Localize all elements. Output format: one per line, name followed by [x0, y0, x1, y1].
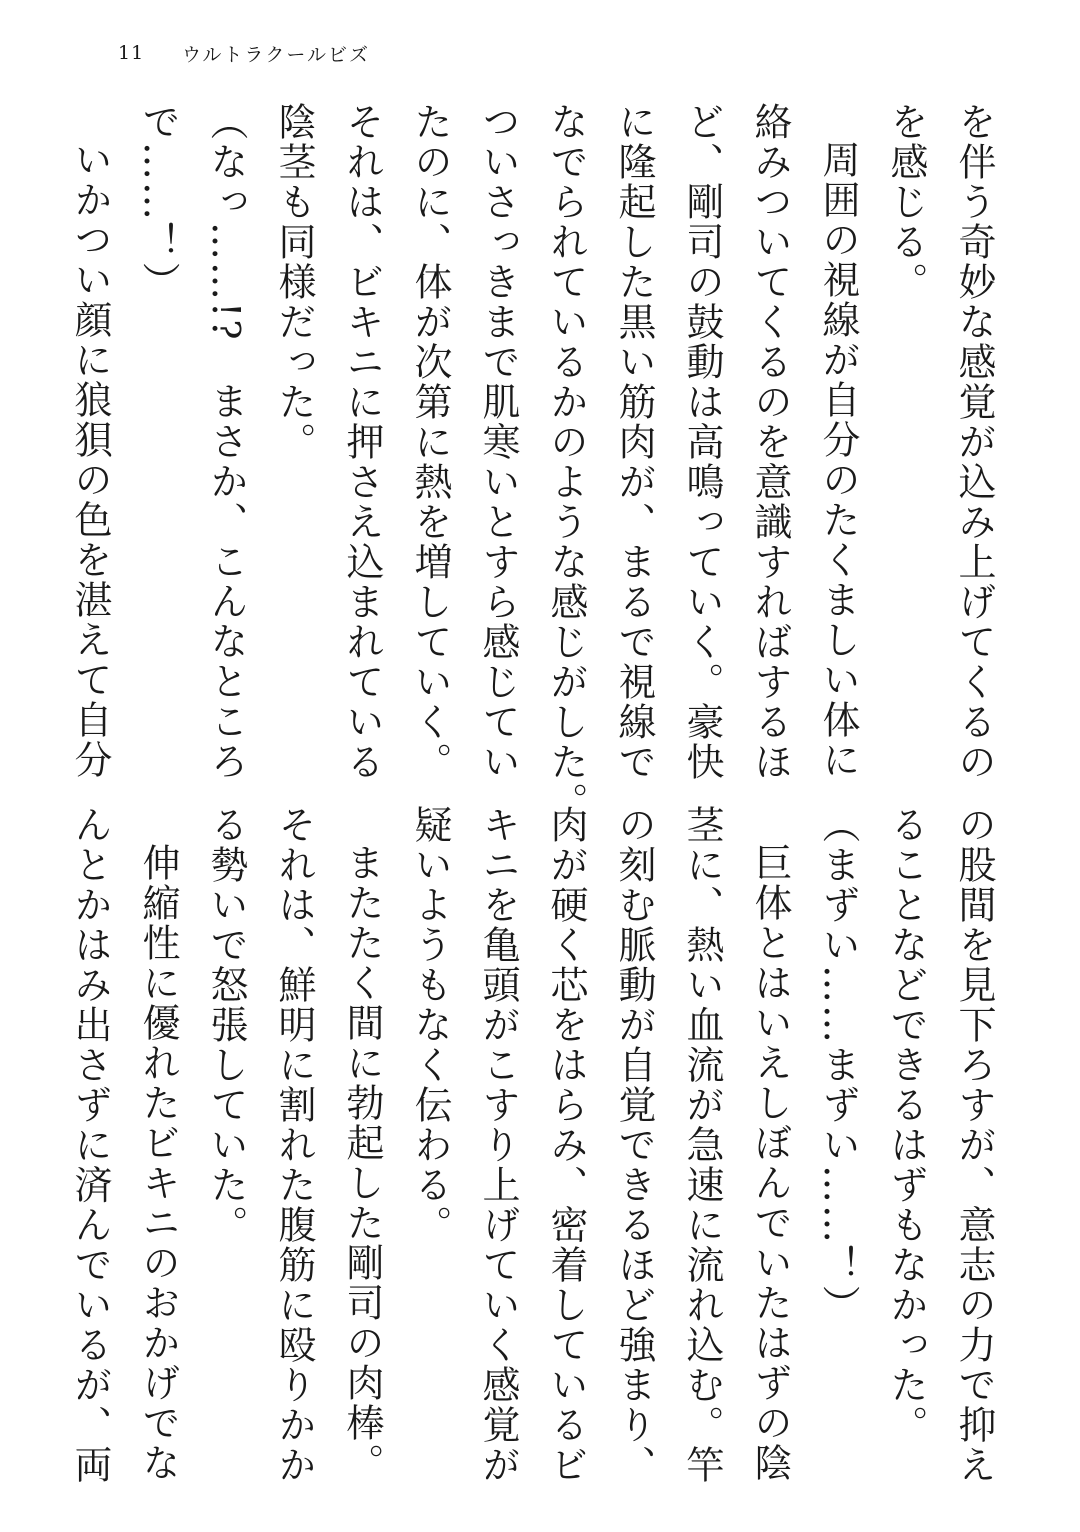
- text-line: 肉が硬く芯をはらみ、密着しているビ: [544, 805, 588, 1485]
- text-line: 疑いようもなく伝わる。: [408, 805, 452, 1245]
- text-line: たのに、体が次第に熱を増していく。: [408, 102, 452, 782]
- text-line: を感じる。: [884, 102, 928, 302]
- text-line: 周囲の視線が自分のたくましい体に: [816, 140, 860, 780]
- text-line: キニを亀頭がこすり上げていく感覚が: [476, 805, 520, 1485]
- text-line: それは、鮮明に割れた腹筋に殴りかか: [272, 805, 316, 1485]
- running-title: ウルトラクールビズ: [182, 43, 371, 66]
- text-line: それは、ビキニに押さえ込まれている: [340, 102, 384, 782]
- text-line: 伸縮性に優れたビキニのおかげでな: [136, 843, 180, 1483]
- page-header: [118, 38, 370, 68]
- upper-text-block: [68, 102, 1008, 822]
- text-line: なでられているかのような感じがした。: [544, 102, 588, 822]
- page-number: 11: [118, 42, 145, 64]
- text-line: 巨体とはいえしぼんでいたはずの陰: [748, 843, 792, 1483]
- text-line: ることなどできるはずもなかった。: [884, 805, 928, 1445]
- text-line: に隆起した黒い筋肉が、まるで視線で: [612, 102, 656, 782]
- text-line: いかつい顔に狼狽の色を湛えて自分: [68, 140, 112, 780]
- text-line: 茎に、熱い血流が急速に流れ込む。竿: [680, 805, 724, 1485]
- text-line: （なっ……!? まさか、こんなところ: [204, 102, 248, 782]
- text-line: んとかはみ出さずに済んでいるが、両: [68, 805, 112, 1485]
- text-line: で……！）: [136, 102, 180, 302]
- text-line: る勢いで怒張していた。: [204, 805, 248, 1245]
- text-line: （まずい……まずい……！）: [816, 805, 860, 1325]
- text-line: 絡みついてくるのを意識すればするほ: [748, 102, 792, 782]
- text-line: ついさっきまで肌寒いとすら感じてい: [476, 102, 520, 782]
- text-line: の股間を見下ろすが、意志の力で抑え: [952, 805, 996, 1485]
- text-line: の刻む脈動が自覚できるほど強まり、: [612, 805, 656, 1485]
- text-line: 陰茎も同様だった。: [272, 102, 316, 462]
- lower-text-block: [68, 805, 1008, 1485]
- text-line: またたく間に勃起した剛司の肉棒。: [340, 843, 384, 1483]
- text-line: を伴う奇妙な感覚が込み上げてくるの: [952, 102, 996, 782]
- text-line: ど、剛司の鼓動は高鳴っていく。豪快: [680, 102, 724, 782]
